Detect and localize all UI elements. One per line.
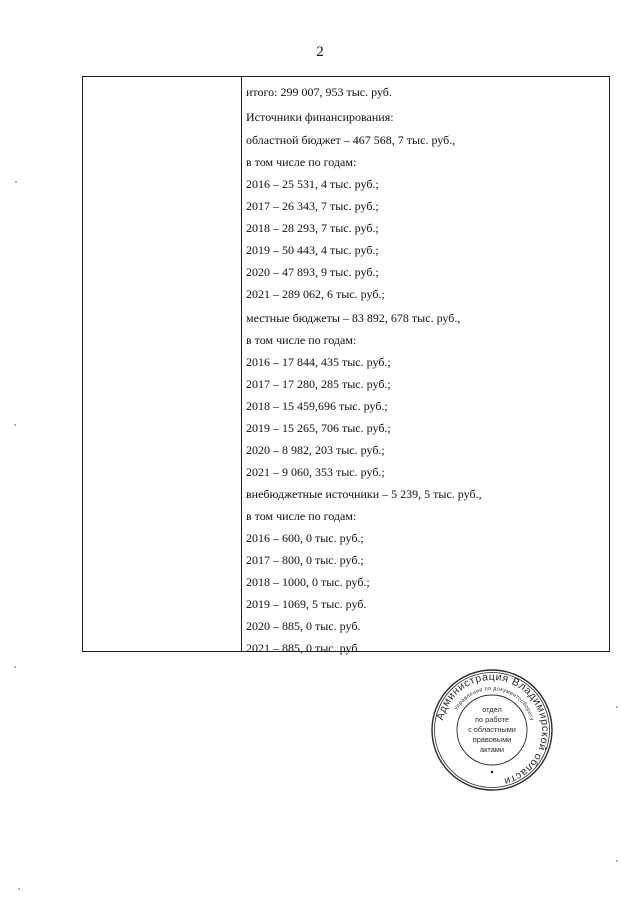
scan-speck — [616, 706, 618, 708]
local-2021: 2021 – 9 060, 353 тыс. руб.; — [246, 465, 385, 479]
scan-speck — [15, 181, 17, 183]
local-2020: 2020 – 8 982, 203 тыс. руб.; — [246, 443, 385, 457]
stamp-outer-text: Администрация Владимирской области — [434, 670, 552, 788]
extrabudgetary-2017: 2017 – 800, 0 тыс. руб.; — [246, 553, 364, 567]
stamp-center-line: по работе — [475, 715, 509, 724]
regional-2016: 2016 – 25 531, 4 тыс. руб.; — [246, 177, 379, 191]
stamp-center-line: с областными — [468, 725, 516, 734]
stamp-seal-icon — [430, 668, 554, 792]
stamp-center-line: отдел — [482, 705, 502, 714]
local-budgets: местные бюджеты – 83 892, 678 тыс. руб., — [246, 311, 461, 325]
funding-table — [82, 76, 610, 655]
scan-speck — [18, 888, 20, 890]
regional-2017: 2017 – 26 343, 7 тыс. руб.; — [246, 199, 379, 213]
extrabudgetary-2021: 2021 – 885, 0 тыс. руб. — [246, 641, 361, 655]
extrabudgetary-2018: 2018 – 1000, 0 тыс. руб.; — [246, 575, 370, 589]
by-year-label: в том числе по годам: — [246, 333, 357, 347]
regional-2019: 2019 – 50 443, 4 тыс. руб.; — [246, 243, 379, 257]
funding-text-cell — [246, 77, 605, 655]
local-2018: 2018 – 15 459,696 тыс. руб.; — [246, 399, 388, 413]
regional-2020: 2020 – 47 893, 9 тыс. руб.; — [246, 265, 379, 279]
stamp-middle-text: Управление по документообороту — [453, 685, 535, 722]
local-2016: 2016 – 17 844, 435 тыс. руб.; — [246, 355, 391, 369]
scan-speck — [616, 860, 618, 862]
regional-2018: 2018 – 28 293, 7 тыс. руб.; — [246, 221, 379, 235]
page-number: 2 — [316, 44, 324, 60]
extrabudgetary: внебюджетные источники – 5 239, 5 тыс. руб., — [246, 487, 482, 501]
regional-2021: 2021 – 289 062, 6 тыс. руб.; — [246, 287, 385, 301]
sources-heading: Источники финансирования: — [246, 110, 394, 124]
stamp-center-line: актами — [479, 745, 505, 754]
stamp-center-line: правовыми — [472, 735, 512, 744]
local-2019: 2019 – 15 265, 706 тыс. руб.; — [246, 421, 391, 435]
extrabudgetary-2020: 2020 – 885, 0 тыс. руб. — [246, 619, 361, 633]
total-line: итого: 299 007, 953 тыс. руб. — [246, 85, 392, 99]
scan-speck — [14, 666, 16, 668]
by-year-label: в том числе по годам: — [246, 155, 357, 169]
extrabudgetary-2019: 2019 – 1069, 5 тыс. руб. — [246, 597, 367, 611]
scan-speck — [14, 424, 16, 426]
extrabudgetary-2016: 2016 – 600, 0 тыс. руб.; — [246, 531, 364, 545]
column-divider — [241, 77, 242, 651]
by-year-label: в том числе по годам: — [246, 509, 357, 523]
local-2017: 2017 – 17 280, 285 тыс. руб.; — [246, 377, 391, 391]
regional-budget: областной бюджет – 467 568, 7 тыс. руб., — [246, 133, 456, 147]
official-stamp — [430, 668, 554, 792]
